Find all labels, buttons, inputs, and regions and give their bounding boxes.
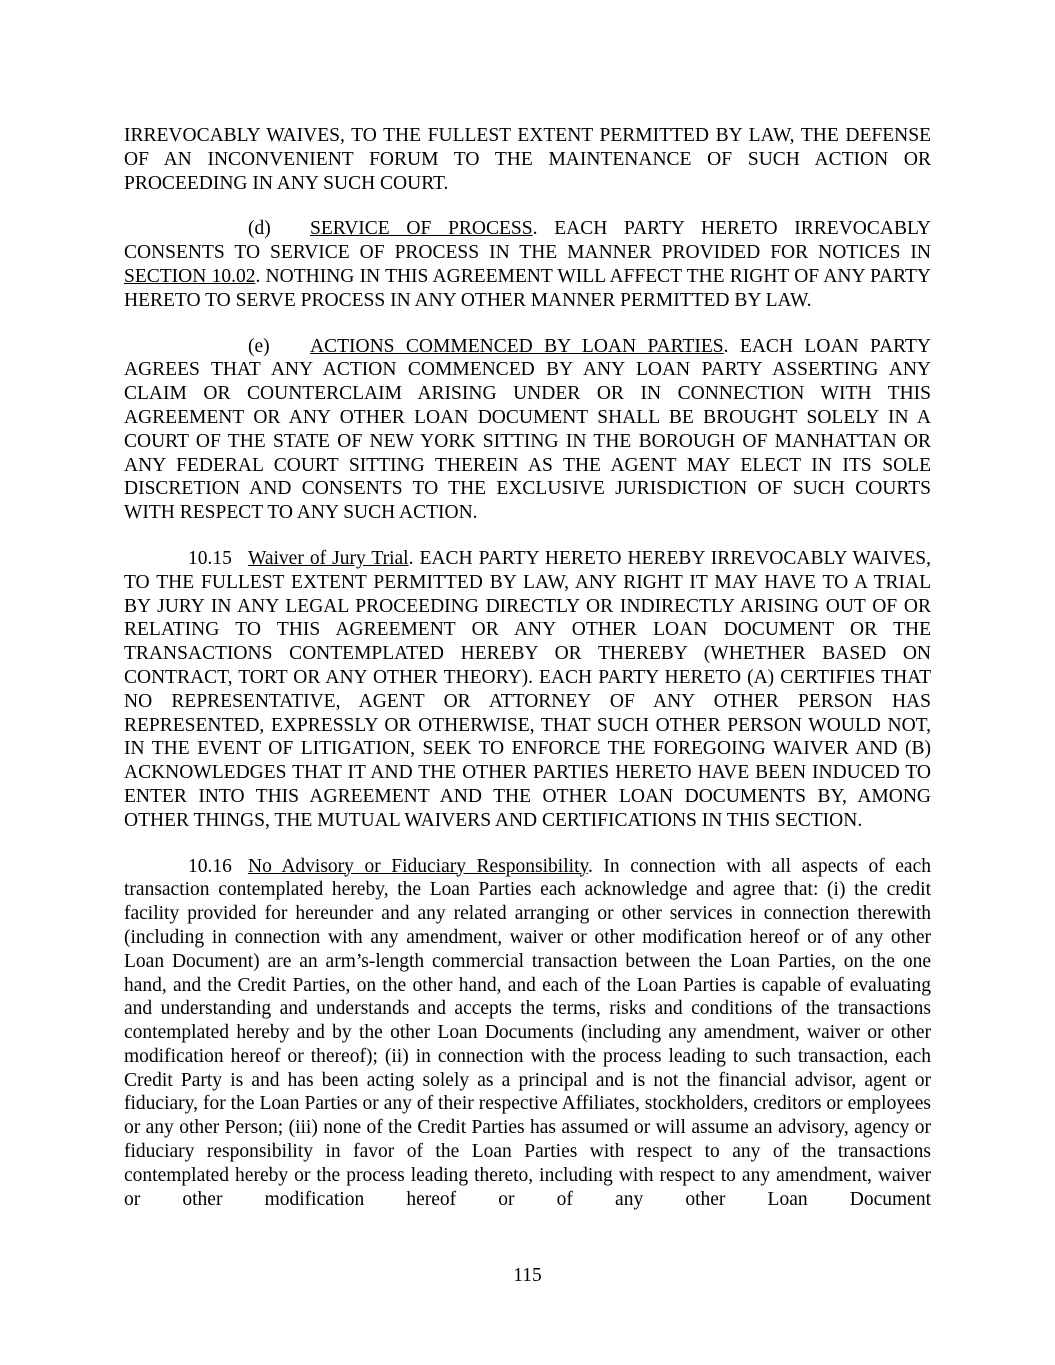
section-number: 10.16 [188,855,232,877]
paragraph-text: IRREVOCABLY WAIVES, TO THE FULLEST EXTENT PERMITTED BY LAW, THE DEFENSE OF AN INCONVENIENT FORUM TO THE MAINTENANCE OF SUCH ACTION OR PROCEEDING IN ANY SUCH COURT. [124,125,931,194]
document-page [124,124,931,1211]
paragraph-actions-commenced [124,335,931,525]
clause-heading: SERVICE OF PROCESS [310,218,533,240]
clause-number: (d) [248,218,271,240]
section-heading: Waiver of Jury Trial [248,547,409,569]
paragraph-forum-waiver [124,124,931,195]
paragraph-service-of-process [124,217,931,312]
page-number: 115 [513,1265,542,1286]
section-no-advisory-responsibility [124,855,931,1212]
paragraph-text: . EACH PARTY HERETO HEREBY IRREVOCABLY WAIVES, TO THE FULLEST EXTENT PERMITTED BY LAW, ANY RIGHT IT MAY HAVE TO A TRIAL BY JURY IN ANY LEGAL PROCEEDING DIRECTLY OR INDIRECTLY ARISING OUT OF OR RELATING TO THIS AGREEMENT OR ANY OTHER LOAN DOCUMENT OR THE TRANSACTIONS CONTEMPLATED HEREBY OR THEREBY (WHETHER BASED ON CONTRACT, TORT OR ANY OTHER THEORY). EACH PARTY HERETO (A) CERTIFIES THAT NO REPRESENTATIVE, AGENT OR ATTORNEY OF ANY OTHER PERSON HAS REPRESENTED, EXPRESSLY OR OTHERWISE, THAT SUCH OTHER PERSON WOULD NOT, IN THE EVENT OF LITIGATION, SEEK TO ENFORCE THE FOREGOING WAIVER AND (B) ACKNOWLEDGES THAT IT AND THE OTHER PARTIES HERETO HAVE BEEN INDUCED TO ENTER INTO THIS AGREEMENT AND THE OTHER LOAN DOCUMENTS BY, AMONG OTHER THINGS, THE MUTUAL WAIVERS AND CERTIFICATIONS IN THIS SECTION. [124,547,931,831]
paragraph-text: . EACH LOAN PARTY AGREES THAT ANY ACTION COMMENCED BY ANY LOAN PARTY ASSERTING ANY CLAIM OR COUNTERCLAIM ARISING UNDER OR IN CONNECTION WITH THIS AGREEMENT OR ANY OTHER LOAN DOCUMENT SHALL BE BROUGHT SOLELY IN A COURT OF THE STATE OF NEW YORK SITTING IN THE BOROUGH OF MANHATTAN OR ANY FEDERAL COURT SITTING THEREIN AS THE AGENT MAY ELECT IN ITS SOLE DISCRETION AND CONSENTS TO THE EXCLUSIVE JURISDICTION OF SUCH COURTS WITH RESPECT TO ANY SUCH ACTION. [124,335,931,524]
paragraph-text: . In connection with all aspects of each transaction contemplated hereby, the Loan Parties each acknowledge and agree that: (i) the credit facility provided for hereunder and any related arranging or other services in connection therewith (including in connection with any amendment, waiver or other modification hereof or of any other Loan Document) are an arm’s-length commercial transaction between the Loan Parties, on the one hand, and the Credit Parties, on the other hand, and each of the Loan Parties is capable of evaluating and understanding and understands and accepts the terms, risks and conditions of the transactions contemplated hereby and by the other Loan Documents (including any amendment, waiver or other modification hereof or thereof); (ii) in connection with the process leading to such transaction, each Credit Party is and has been acting solely as a principal and is not the financial advisor, agent or fiduciary, for the Loan Parties or any of their respective Affiliates, stockholders, creditors or employees or any other Person; (iii) none of the Credit Parties has assumed or will assume an advisory, agency or fiduciary responsibility in favor of the Loan Parties with respect to any of the transactions contemplated hereby or the process leading thereto, including with respect to any amendment, waiver or other modification hereof or of any other Loan Document [124,855,931,1210]
clause-number: (e) [248,335,270,357]
section-reference: SECTION 10.02 [124,265,256,287]
paragraph-text: . NOTHING IN THIS AGREEMENT WILL AFFECT THE RIGHT OF ANY PARTY HERETO TO SERVE PROCESS IN ANY OTHER MANNER PERMITTED BY LAW. [124,265,931,311]
paragraph-text: . EACH PARTY HERETO IRREVOCABLY CONSENTS TO SERVICE OF PROCESS IN THE MANNER PROVIDED FOR NOTICES IN [124,218,931,264]
clause-heading: ACTIONS COMMENCED BY LOAN PARTIES [310,335,724,357]
section-heading: No Advisory or Fiduciary Responsibility [248,855,588,877]
section-number: 10.15 [188,547,232,569]
section-waiver-of-jury-trial [124,547,931,833]
